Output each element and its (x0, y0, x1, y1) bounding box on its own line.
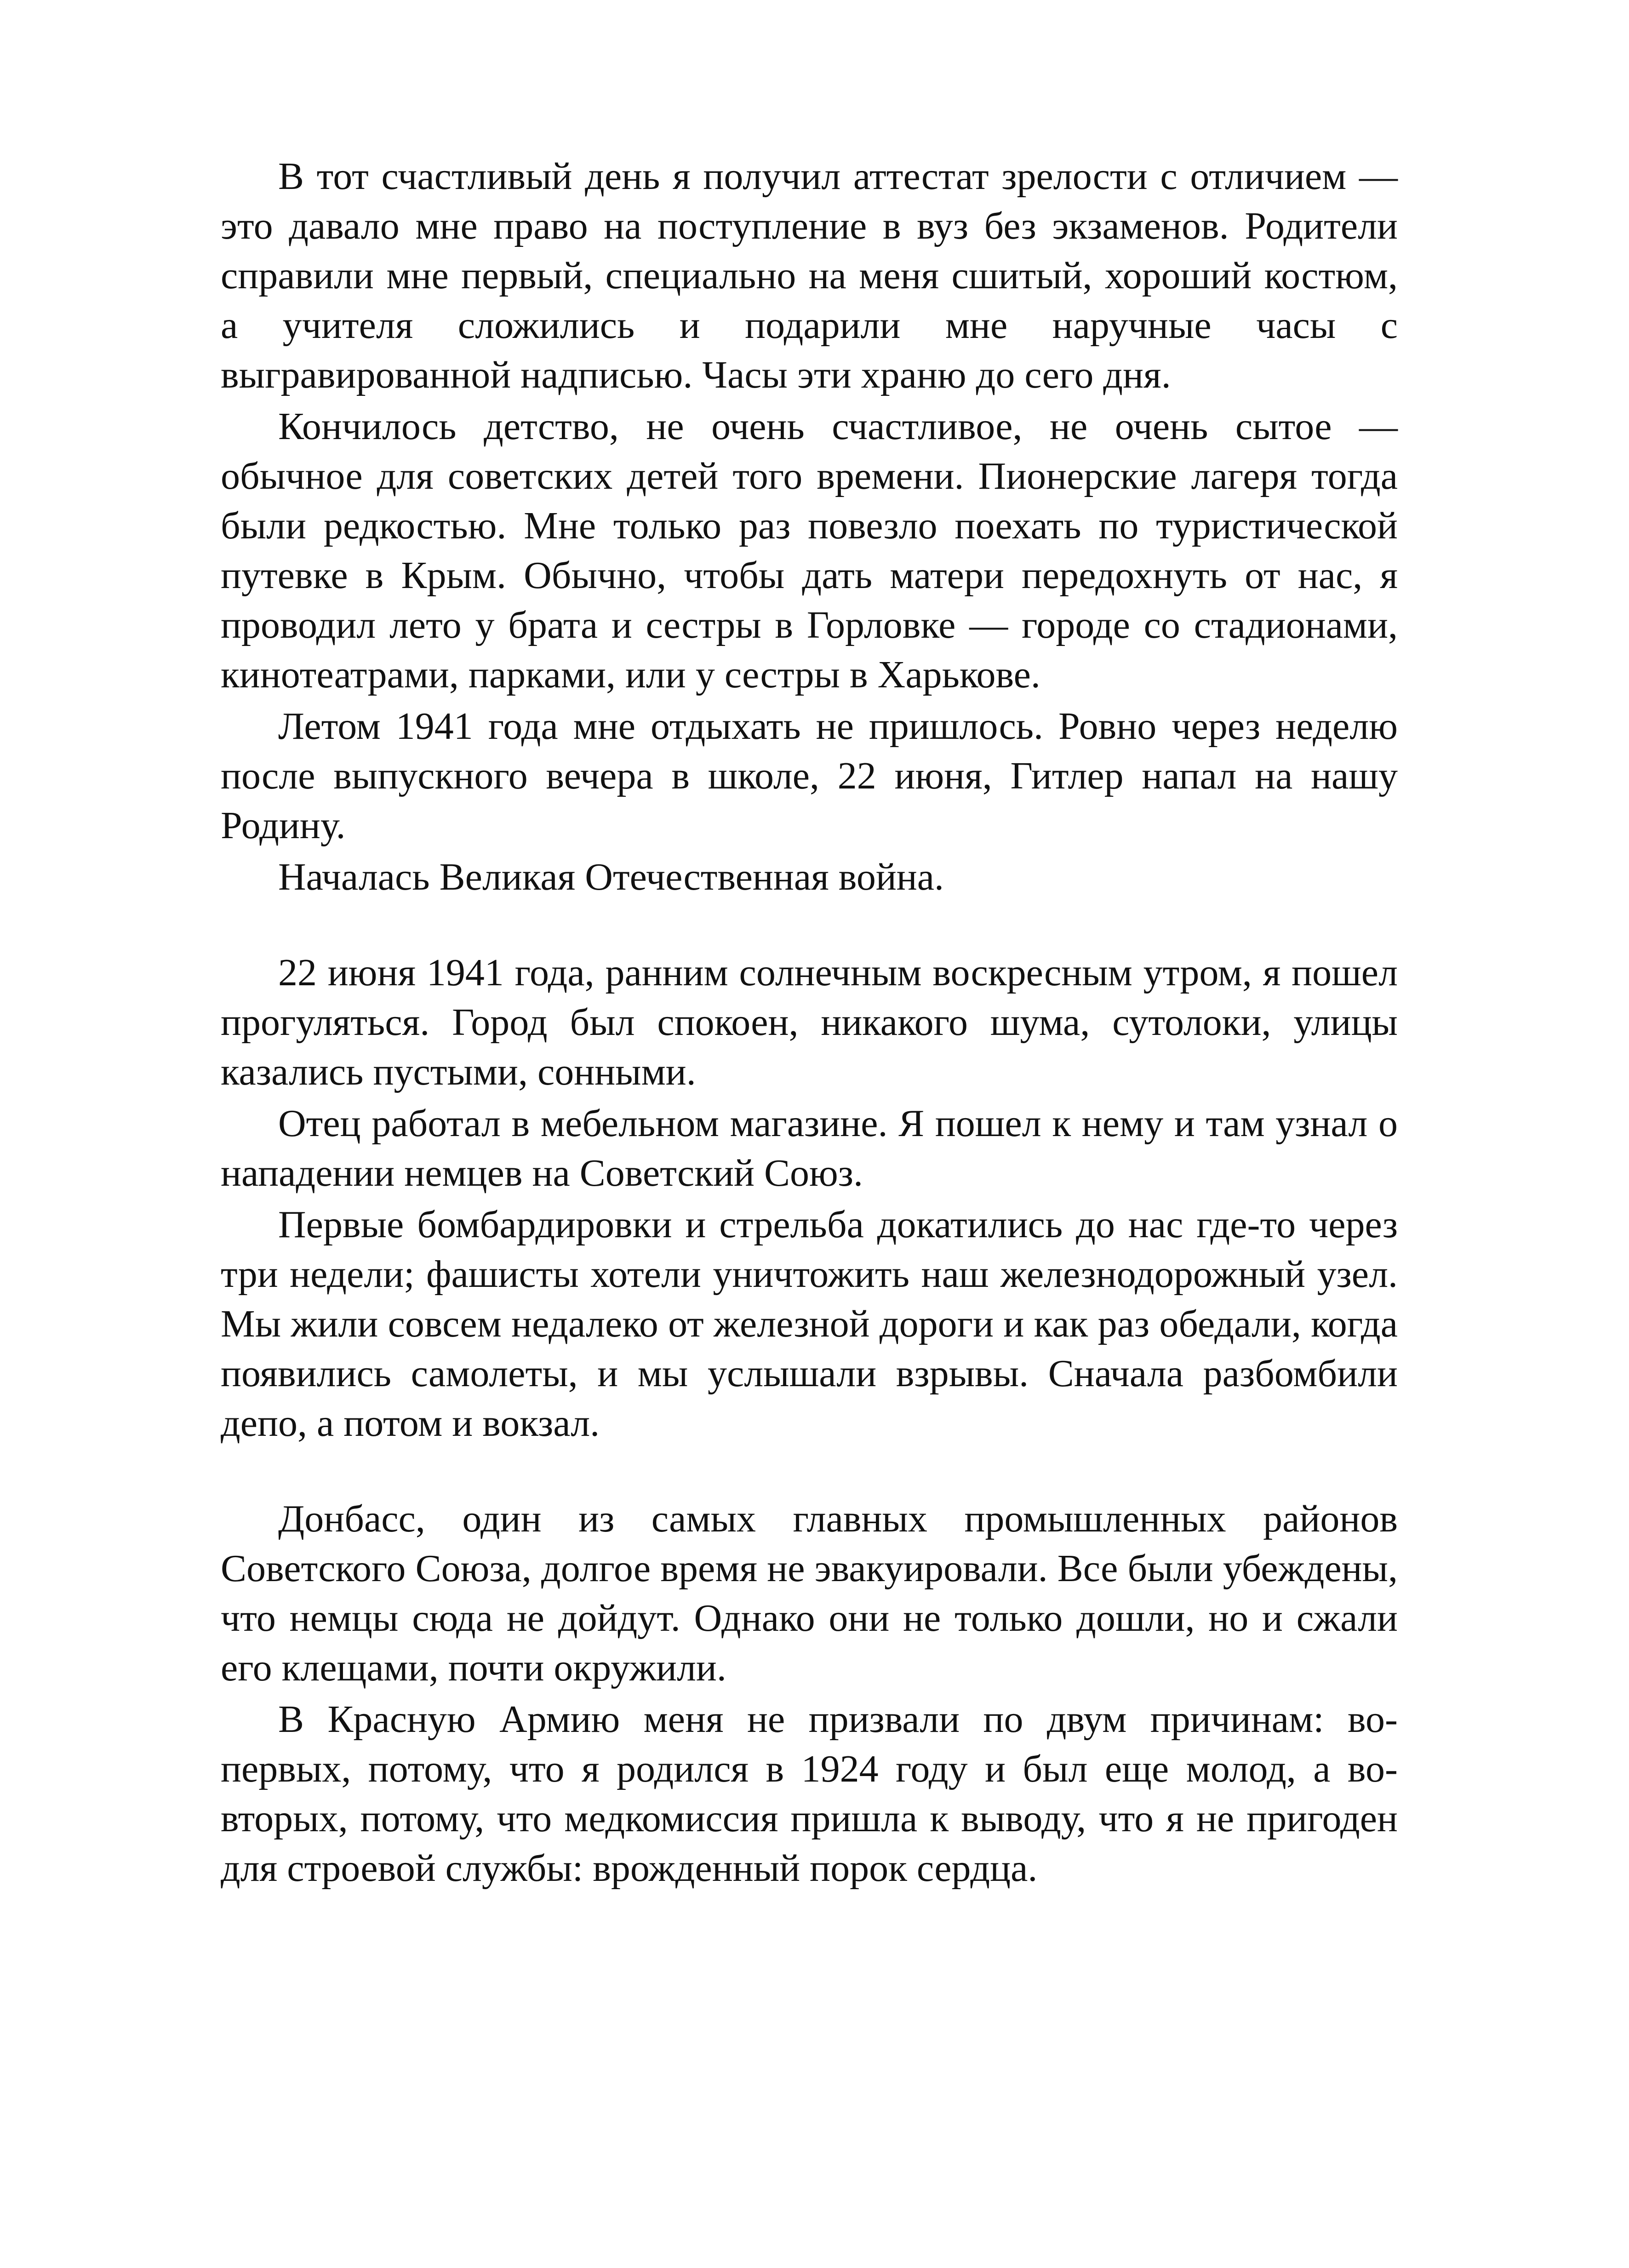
paragraph: Летом 1941 года мне отдыхать не пришлось. Ровно через неделю после выпускного вечера в школе, 22 июня, Гитлер напал на нашу Родину. (221, 705, 1398, 847)
paragraph: 22 июня 1941 года, ранним солнечным воскресным утром, я пошел прогуляться. Город был спокоен, никакого шума, сутолоки, улицы казались пустыми, сонными. (221, 951, 1398, 1093)
text-section-3 (221, 1494, 1398, 1893)
text-section-2 (221, 948, 1398, 1448)
paragraph: В тот счастливый день я получил аттестат зрелости с отличием — это давало мне право на поступление в вуз без экзаменов. Родители справили мне первый, специально на меня сшитый, хороший костюм, а учителя сложились и подарили мне наручные часы с выгравированной надписью. Часы эти храню до сего дня. (221, 155, 1398, 396)
paragraph: В Красную Армию меня не призвали по двум причинам: во-первых, потому, что я родился в 1924 году и был еще молод, а во-вторых, потому, что медкомиссия пришла к выводу, что я не пригоден для строевой службы: врожденный порок сердца. (221, 1698, 1398, 1890)
paragraph: Донбасс, один из самых главных промышленных районов Советского Союза, долгое время не эвакуировали. Все были убеждены, что немцы сюда не дойдут. Однако они не только дошли, но и сжали его клещами, почти окружили. (221, 1497, 1398, 1689)
section-break (221, 902, 1398, 948)
paragraph: Первые бомбардировки и стрельба докатились до нас где-то через три недели; фашисты хотели уничтожить наш железнодорожный узел. Мы жили совсем недалеко от железной дороги и как раз обедали, когда появились самолеты, и мы услышали взрывы. Сначала разбомбили депо, а потом и вокзал. (221, 1203, 1398, 1445)
text-section-1 (221, 152, 1398, 902)
paragraph: Отец работал в мебельном магазине. Я пошел к нему и там узнал о нападении немцев на Советский Союз. (221, 1102, 1398, 1194)
document-page (221, 152, 1398, 1893)
section-break (221, 1448, 1398, 1494)
paragraph: Началась Великая Отечественная война. (278, 856, 944, 898)
paragraph: Кончилось детство, не очень счастливое, не очень сытое — обычное для советских детей того времени. Пионерские лагеря тогда были редкостью. Мне только раз повезло поехать по туристической путевке в Крым. Обычно, чтобы дать матери передохнуть от нас, я проводил лето у брата и сестры в Горловке — городе со стадионами, кинотеатрами, парками, или у сестры в Харькове. (221, 405, 1398, 696)
